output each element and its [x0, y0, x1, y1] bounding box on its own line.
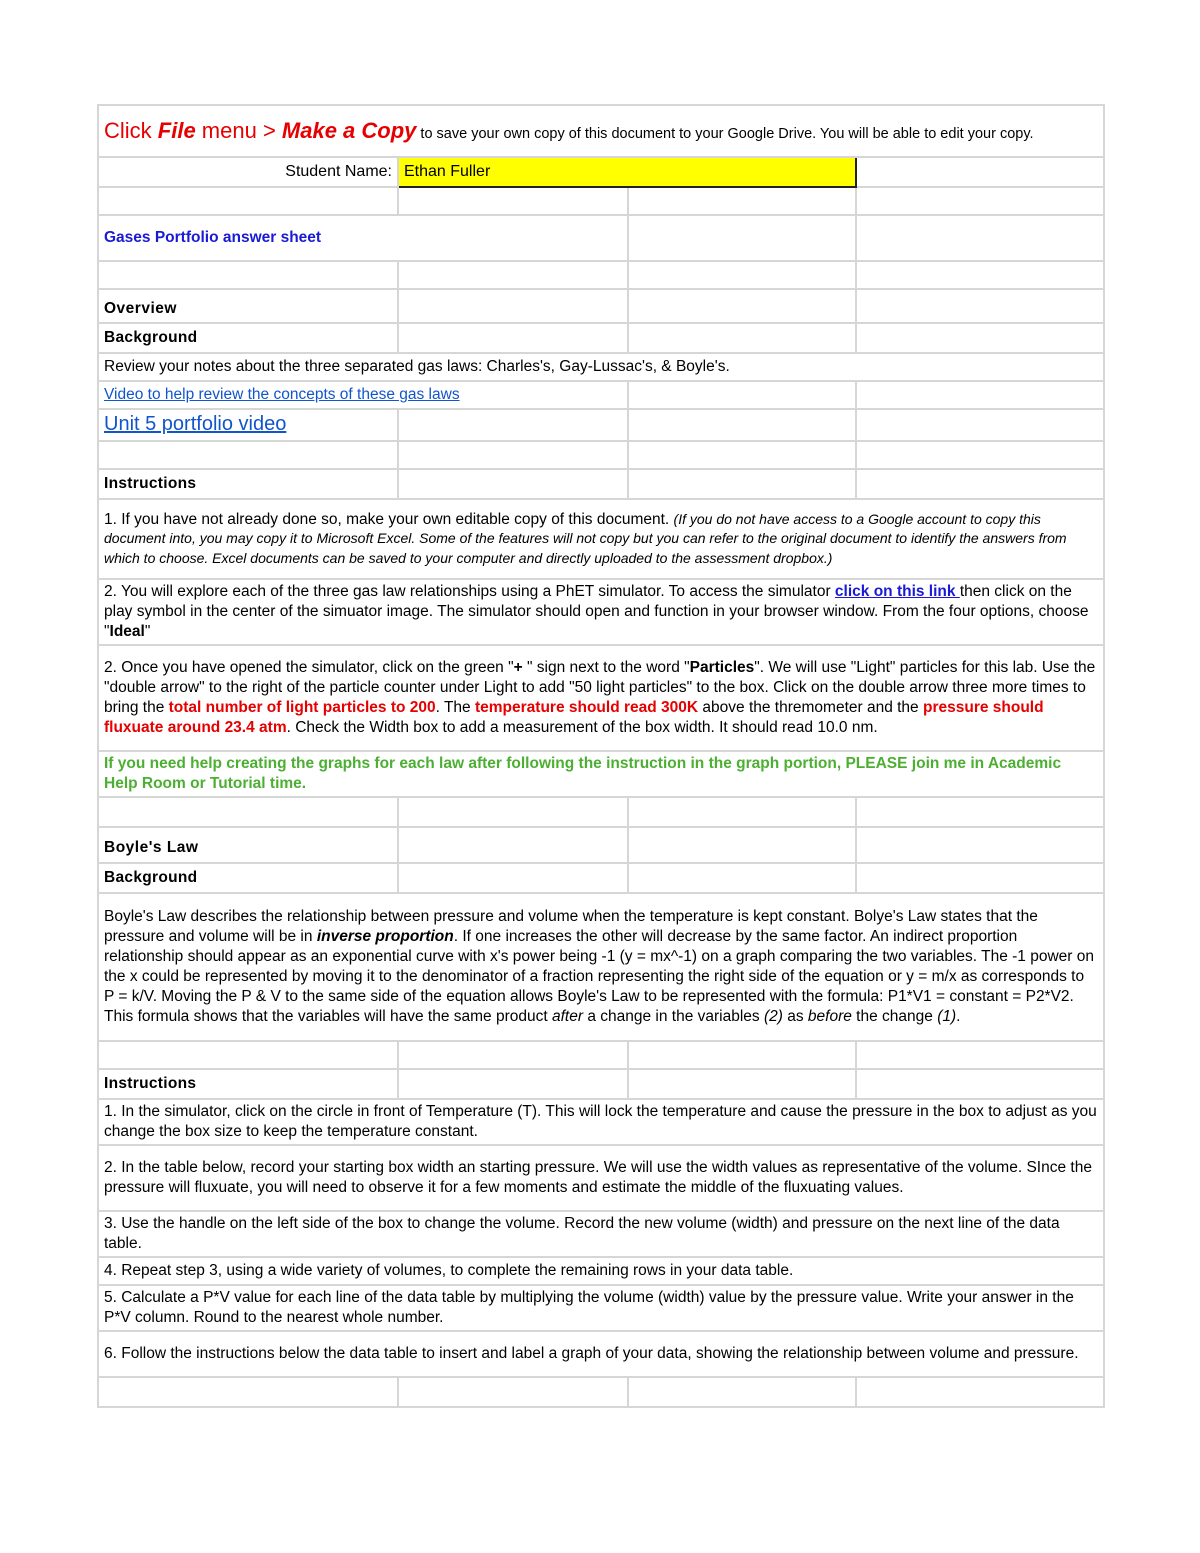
boyles-law-heading: Boyle's Law — [98, 827, 398, 863]
menu-text: menu > — [195, 117, 282, 143]
boyle-step-2: 2. In the table below, record your starting box width an starting pressure. We will use the width values as representative of the volume. SInce the pressure will fluxuate, you will need to observe it for a few moments and estimate the middle of the fluxuating values. — [98, 1145, 1104, 1211]
empty-cell — [398, 469, 628, 499]
boyle-step-1: 1. In the simulator, click on the circle in front of Temperature (T). This will lock the temperature and cause the pressure in the box to adjust as you change the box size to keep the temperature constant. — [98, 1099, 1104, 1145]
empty-cell — [628, 261, 856, 289]
boyle-step-3: 3. Use the handle on the left side of the box to change the volume. Record the new volume (width) and pressure on the next line of the data table. — [98, 1211, 1104, 1257]
boyle-background-part: the change — [851, 1008, 938, 1025]
step-2a-text: 2. You will explore each of the three gas law relationships using a PhET simulator. To access the simulator — [104, 583, 835, 600]
step-2a-text: then click on the play symbol in the center of the simuator image. The simulator should open and function in your browser window. From the four options, choose " — [104, 583, 1089, 640]
boyle-background-part: . — [956, 1008, 961, 1025]
pressure-highlight: pressure should fluxuate around 23.4 atm — [104, 699, 1044, 736]
empty-cell — [856, 1041, 1104, 1069]
empty-cell — [628, 469, 856, 499]
plus-sign-text: + — [513, 659, 523, 676]
empty-cell — [856, 797, 1104, 827]
empty-cell — [856, 157, 1104, 187]
simulator-link[interactable]: click on this link — [834, 583, 960, 600]
step-2b-text: 2. Once you have opened the simulator, click on the green " — [104, 659, 514, 676]
empty-cell — [98, 797, 398, 827]
step-2b-text: " sign next to the word " — [522, 659, 690, 676]
gas-laws-video-link[interactable]: Video to help review the concepts of these gas laws — [104, 386, 460, 403]
temperature-highlight: temperature should read 300K — [474, 699, 699, 716]
file-menu-text: File — [157, 117, 196, 143]
boyle-background-heading: Background — [98, 863, 398, 893]
empty-cell — [856, 827, 1104, 863]
empty-cell — [856, 1377, 1104, 1407]
boyle-background-part: Boyle's Law describes the relationship between pressure and volume when the temperature is kept constant. Bolye's Law states that the pressure and volume will be in — [104, 908, 1038, 945]
empty-cell — [398, 441, 628, 469]
empty-cell — [628, 323, 856, 353]
empty-cell — [398, 409, 628, 441]
empty-cell — [398, 187, 628, 215]
boyle-step-4: 4. Repeat step 3, using a wide variety of volumes, to complete the remaining rows in your data table. — [98, 1257, 1104, 1285]
step-2b-text: ". We will use "Light" particles for this lab. Use the "double arrow" to the right of the particle counter under Light to add "50 light particles" to the box. Click on the double arrow three more times to bring the — [104, 659, 1096, 716]
empty-cell — [856, 469, 1104, 499]
copy-instruction-cell — [98, 105, 1104, 157]
overview-background-heading: Background — [98, 323, 398, 353]
particles-text: Particles — [689, 659, 755, 676]
empty-cell — [628, 1069, 856, 1099]
review-notes-text: Review your notes about the three separated gas laws: Charles's, Gay-Lussac's, & Boyle's. — [98, 353, 1104, 381]
portfolio-video-link-cell — [98, 409, 398, 441]
empty-cell — [98, 1377, 398, 1407]
empty-cell — [856, 381, 1104, 409]
empty-cell — [98, 1041, 398, 1069]
step-2b-text: . The — [435, 699, 475, 716]
empty-cell — [398, 797, 628, 827]
empty-cell — [98, 261, 398, 289]
empty-cell — [856, 863, 1104, 893]
portfolio-video-link[interactable]: Unit 5 portfolio video — [104, 413, 287, 435]
empty-cell — [98, 187, 398, 215]
ideal-choice-text: Ideal — [109, 623, 145, 640]
copy-click-text: Click — [104, 117, 158, 143]
after-text: after — [552, 1008, 584, 1025]
overview-step-1-text: 1. If you have not already done so, make your own editable copy of this document. — [104, 510, 674, 528]
gas-laws-video-link-cell — [98, 381, 628, 409]
empty-cell — [856, 187, 1104, 215]
empty-cell — [398, 261, 628, 289]
empty-cell — [98, 441, 398, 469]
empty-cell — [856, 409, 1104, 441]
make-copy-text: Make a Copy — [281, 117, 417, 143]
empty-cell — [628, 1377, 856, 1407]
empty-cell — [856, 261, 1104, 289]
empty-cell — [398, 1069, 628, 1099]
empty-cell — [856, 215, 1104, 261]
empty-cell — [628, 409, 856, 441]
before-text: before — [807, 1008, 852, 1025]
empty-cell — [856, 289, 1104, 323]
help-note: If you need help creating the graphs for each law after following the instruction in the graph portion, PLEASE join me in Academic Help Room or Tutorial time. — [98, 751, 1104, 797]
boyle-step-5: 5. Calculate a P*V value for each line of the data table by multiplying the volume (width) value by the pressure value. Write your answer in the P*V column. Round to the nearest whole number. — [98, 1285, 1104, 1331]
student-name-field[interactable]: Ethan Fuller — [398, 157, 856, 187]
step-2b-text: above the thremometer and the — [698, 699, 923, 716]
boyle-step-6: 6. Follow the instructions below the data table to insert and label a graph of your data, showing the relationship between volume and pressure. — [98, 1331, 1104, 1377]
overview-step-2b — [98, 645, 1104, 751]
empty-cell — [398, 1377, 628, 1407]
empty-cell — [628, 1041, 856, 1069]
student-name-label: Student Name: — [98, 157, 398, 187]
boyle-instructions-heading: Instructions — [98, 1069, 398, 1099]
particle-count-highlight: total number of light particles to 200 — [168, 699, 436, 716]
answer-sheet-grid — [97, 104, 1105, 1408]
empty-cell — [628, 289, 856, 323]
page-title: Gases Portfolio answer sheet — [98, 215, 628, 261]
step-2a-text: " — [144, 623, 151, 640]
empty-cell — [856, 441, 1104, 469]
overview-heading: Overview — [98, 289, 398, 323]
empty-cell — [856, 323, 1104, 353]
empty-cell — [628, 381, 856, 409]
empty-cell — [398, 323, 628, 353]
boyle-background-part: a change in the variables — [583, 1008, 764, 1025]
empty-cell — [628, 187, 856, 215]
overview-instructions-heading: Instructions — [98, 469, 398, 499]
empty-cell — [628, 863, 856, 893]
empty-cell — [856, 1069, 1104, 1099]
boyle-background-part: . If one increases the other will decrease by the same factor. An indirect proportion relationship should appear as an exponential curve with x's power being -1 (y = mx^-1) on a graph comparing the two variables. The -1 power on the x could be represented by moving it to the denominator of a fraction representing the right side of the equation or y = m/x as corresponds to P = k/V. Moving the P & V to the same side of the equation allows Boyle's Law to be represented with the formula: P1*V1 = constant = P2*V2. This formula shows that the variables will have the same product — [104, 928, 1095, 1025]
state-two-text: (2) — [763, 1008, 783, 1025]
boyle-background-part: as — [782, 1008, 808, 1025]
empty-cell — [398, 827, 628, 863]
empty-cell — [628, 441, 856, 469]
inverse-proportion-text: inverse proportion — [316, 928, 454, 945]
step-2b-text: . Check the Width box to add a measurement of the box width. It should read 10.0 nm. — [286, 719, 878, 736]
boyle-background-text — [98, 893, 1104, 1041]
overview-step-1 — [98, 499, 1104, 579]
copy-rest-text: to save your own copy of this document to your Google Drive. You will be able to edit your copy. — [416, 125, 1034, 142]
empty-cell — [628, 797, 856, 827]
empty-cell — [398, 863, 628, 893]
empty-cell — [398, 289, 628, 323]
state-one-text: (1) — [937, 1008, 957, 1025]
overview-step-1-note: (If you do not have access to a Google account to copy this document into, you may copy it to Microsoft Excel. Some of the features will not copy but you can refer to the original document to identify the answers from which to choose. Excel documents can be saved to your computer and directly uploaded to the assessment dropbox.) — [104, 510, 1067, 566]
empty-cell — [628, 215, 856, 261]
empty-cell — [628, 827, 856, 863]
overview-step-2a — [98, 579, 1104, 645]
empty-cell — [398, 1041, 628, 1069]
